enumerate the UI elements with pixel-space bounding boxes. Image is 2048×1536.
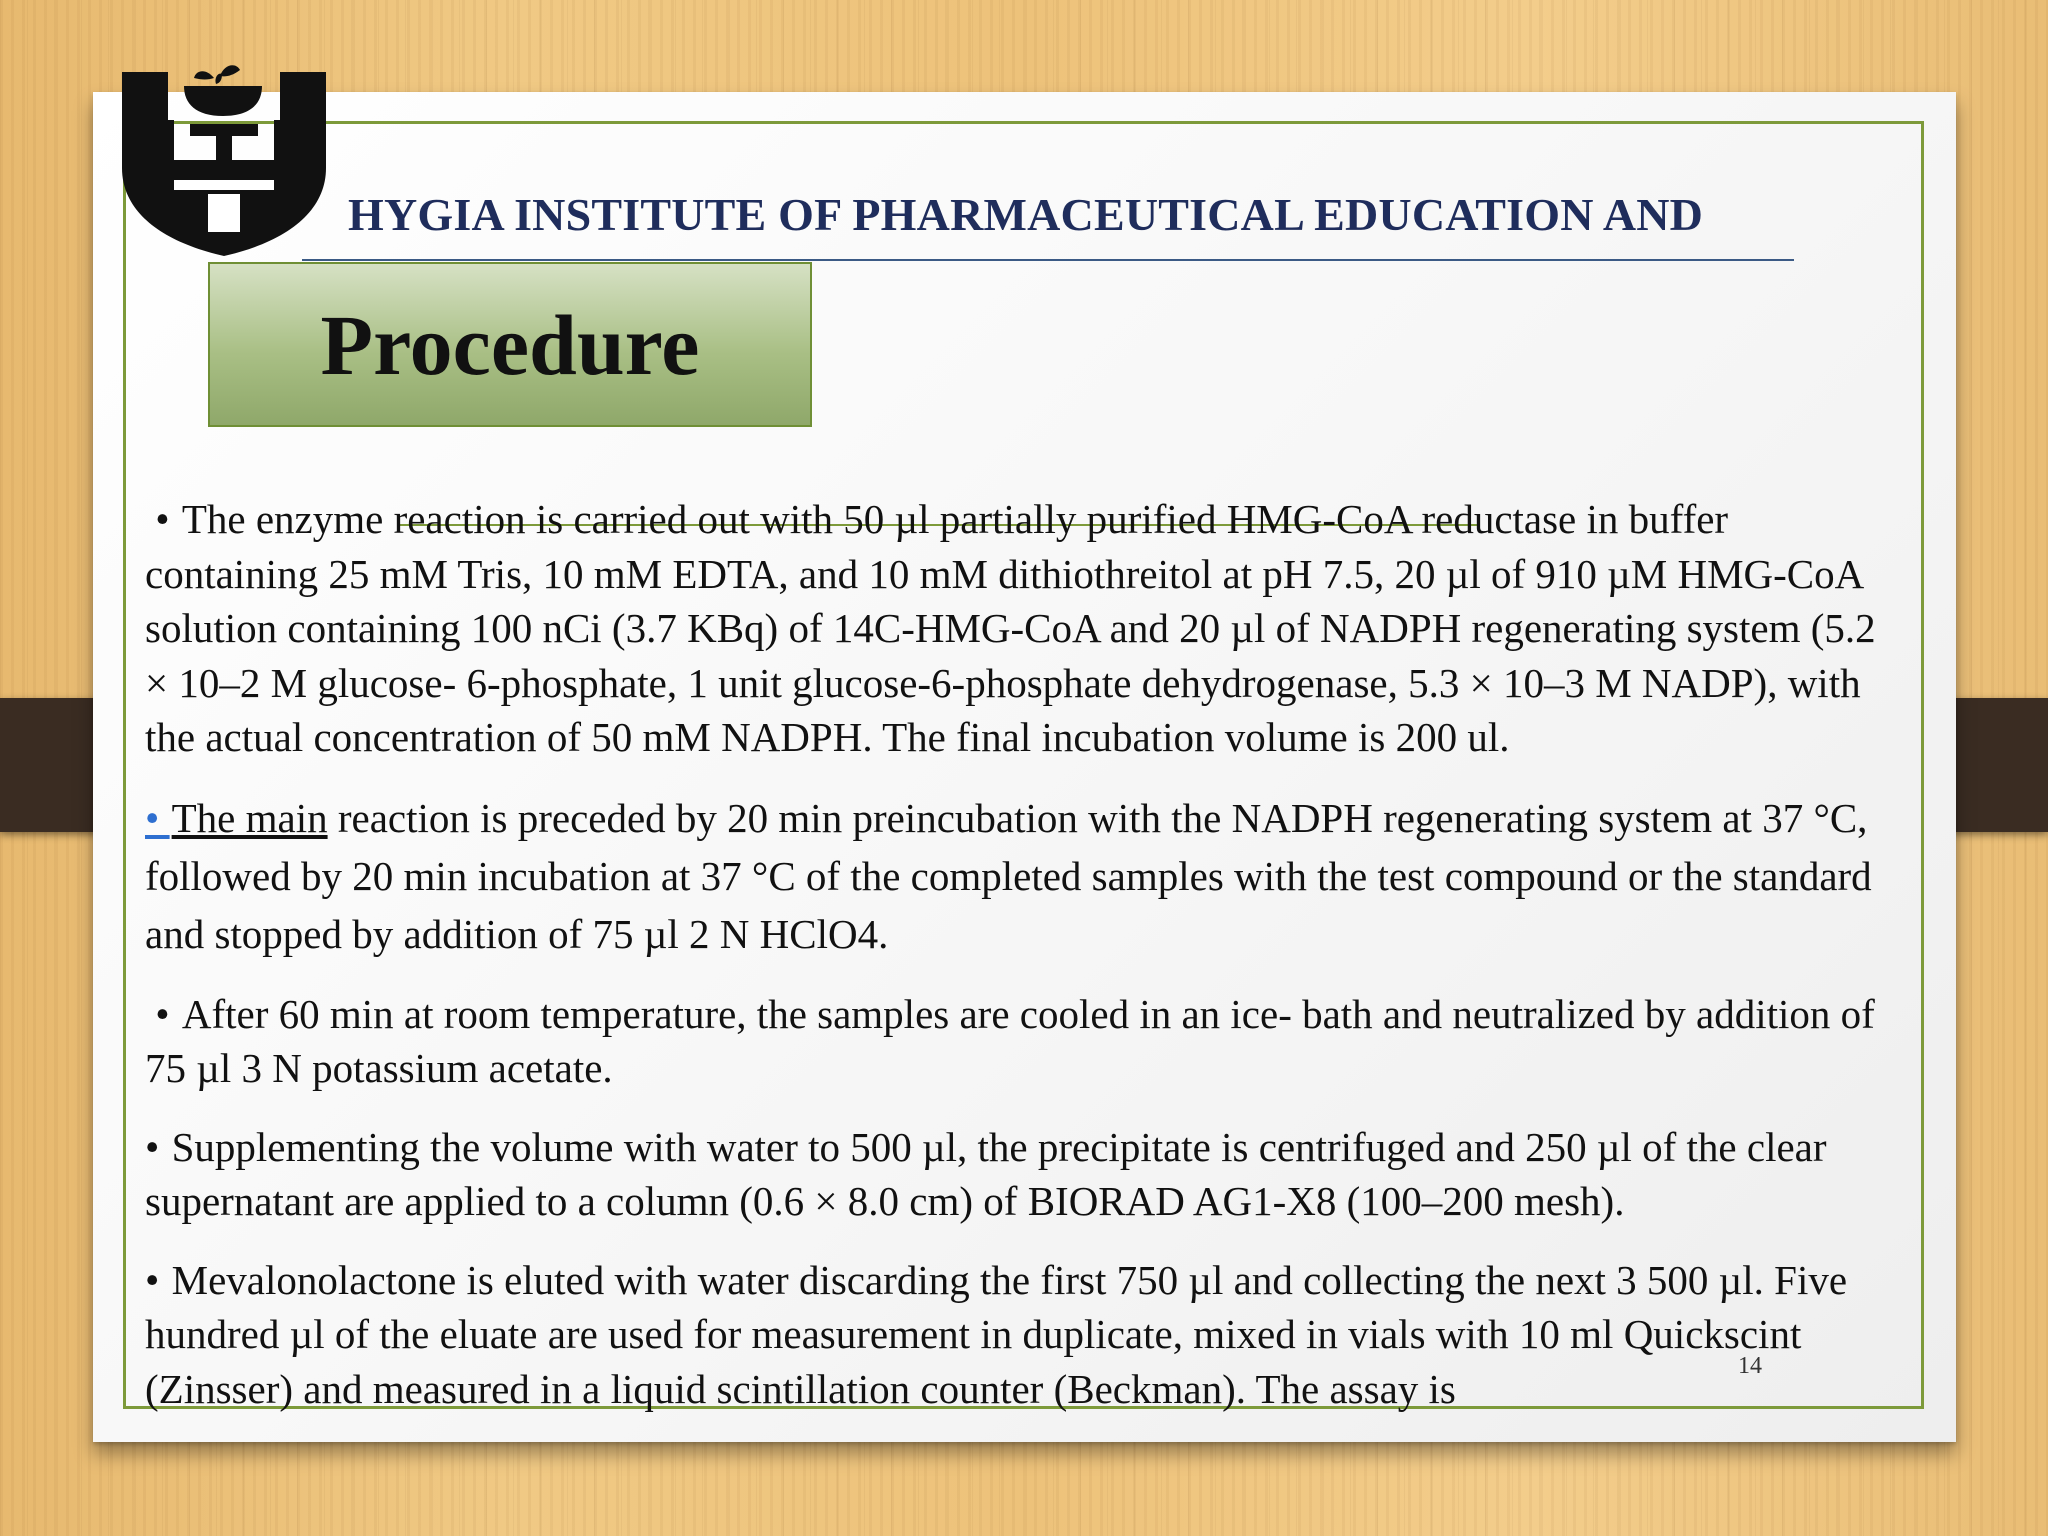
bullet: • xyxy=(145,1123,170,1170)
procedure-step-5 xyxy=(145,1253,1890,1417)
institute-name: HYGIA INSTITUTE OF PHARMACEUTICAL EDUCATION AND xyxy=(348,189,1704,240)
step-link-text[interactable]: The main xyxy=(171,794,328,841)
procedure-step-3 xyxy=(145,987,1890,1096)
bullet-link[interactable]: • xyxy=(145,794,170,841)
header-rule xyxy=(302,259,1794,261)
page-number: 14 xyxy=(1738,1353,1762,1379)
procedure-step-1 xyxy=(145,492,1890,765)
title-box xyxy=(208,262,812,427)
step-text: The enzyme reaction is carried out with 50 µl partially purified HMG-CoA reductase in buffer containing 25 mM Tris, 10 mM EDTA, and 10 mM dithiothreitol at pH 7.5, 20 µl of 910 µM HMG-CoA solution containing 100 nCi (3.7 KBq) of 14C-HMG-CoA and 20 µl of NADPH regenerating system (5.2 × 10–2 M glucose- 6-phosphate, 1 unit glucose-6-phosphate dehydrogenase, 5.3 × 10–3 M NADP), with the actual concentration of 50 mM NADPH. The final incubation volume is 200 ul. xyxy=(145,496,1876,760)
bullet: • xyxy=(145,1256,170,1303)
procedure-step-2 xyxy=(145,789,1890,963)
bullet: • xyxy=(155,990,180,1037)
step-text: Supplementing the volume with water to 500 µl, the precipitate is centrifuged and 250 µl of the clear supernatant are applied to a column (0.6 × 8.0 cm) of BIORAD AG1-X8 (100–200 mesh). xyxy=(145,1123,1827,1224)
bullet: • xyxy=(155,496,180,542)
step-text: reaction is preceded by 20 min preincubation with the NADPH regenerating system at 37 °C, followed by 20 min incubation at 37 °C of the completed samples with the test compound or the standard and stopped by addition of 75 µl 2 N HClO4. xyxy=(145,794,1872,957)
step-text: After 60 min at room temperature, the samples are cooled in an ice- bath and neutralized by addition of 75 µl 3 N potassium acetate. xyxy=(145,990,1875,1091)
step-text: Mevalonolactone is eluted with water discarding the first 750 µl and collecting the next 3 500 µl. Five hundred µl of the eluate are used for measurement in duplicate, mixed in vials with 10 ml Quickscint (Zinsser) and measured in a liquid scintillation counter (Beckman). The assay is xyxy=(145,1256,1848,1412)
hygia-shield-logo-icon xyxy=(122,64,328,256)
procedure-step-4 xyxy=(145,1120,1890,1229)
slide-title: Procedure xyxy=(320,296,700,393)
procedure-content xyxy=(145,492,1890,1440)
